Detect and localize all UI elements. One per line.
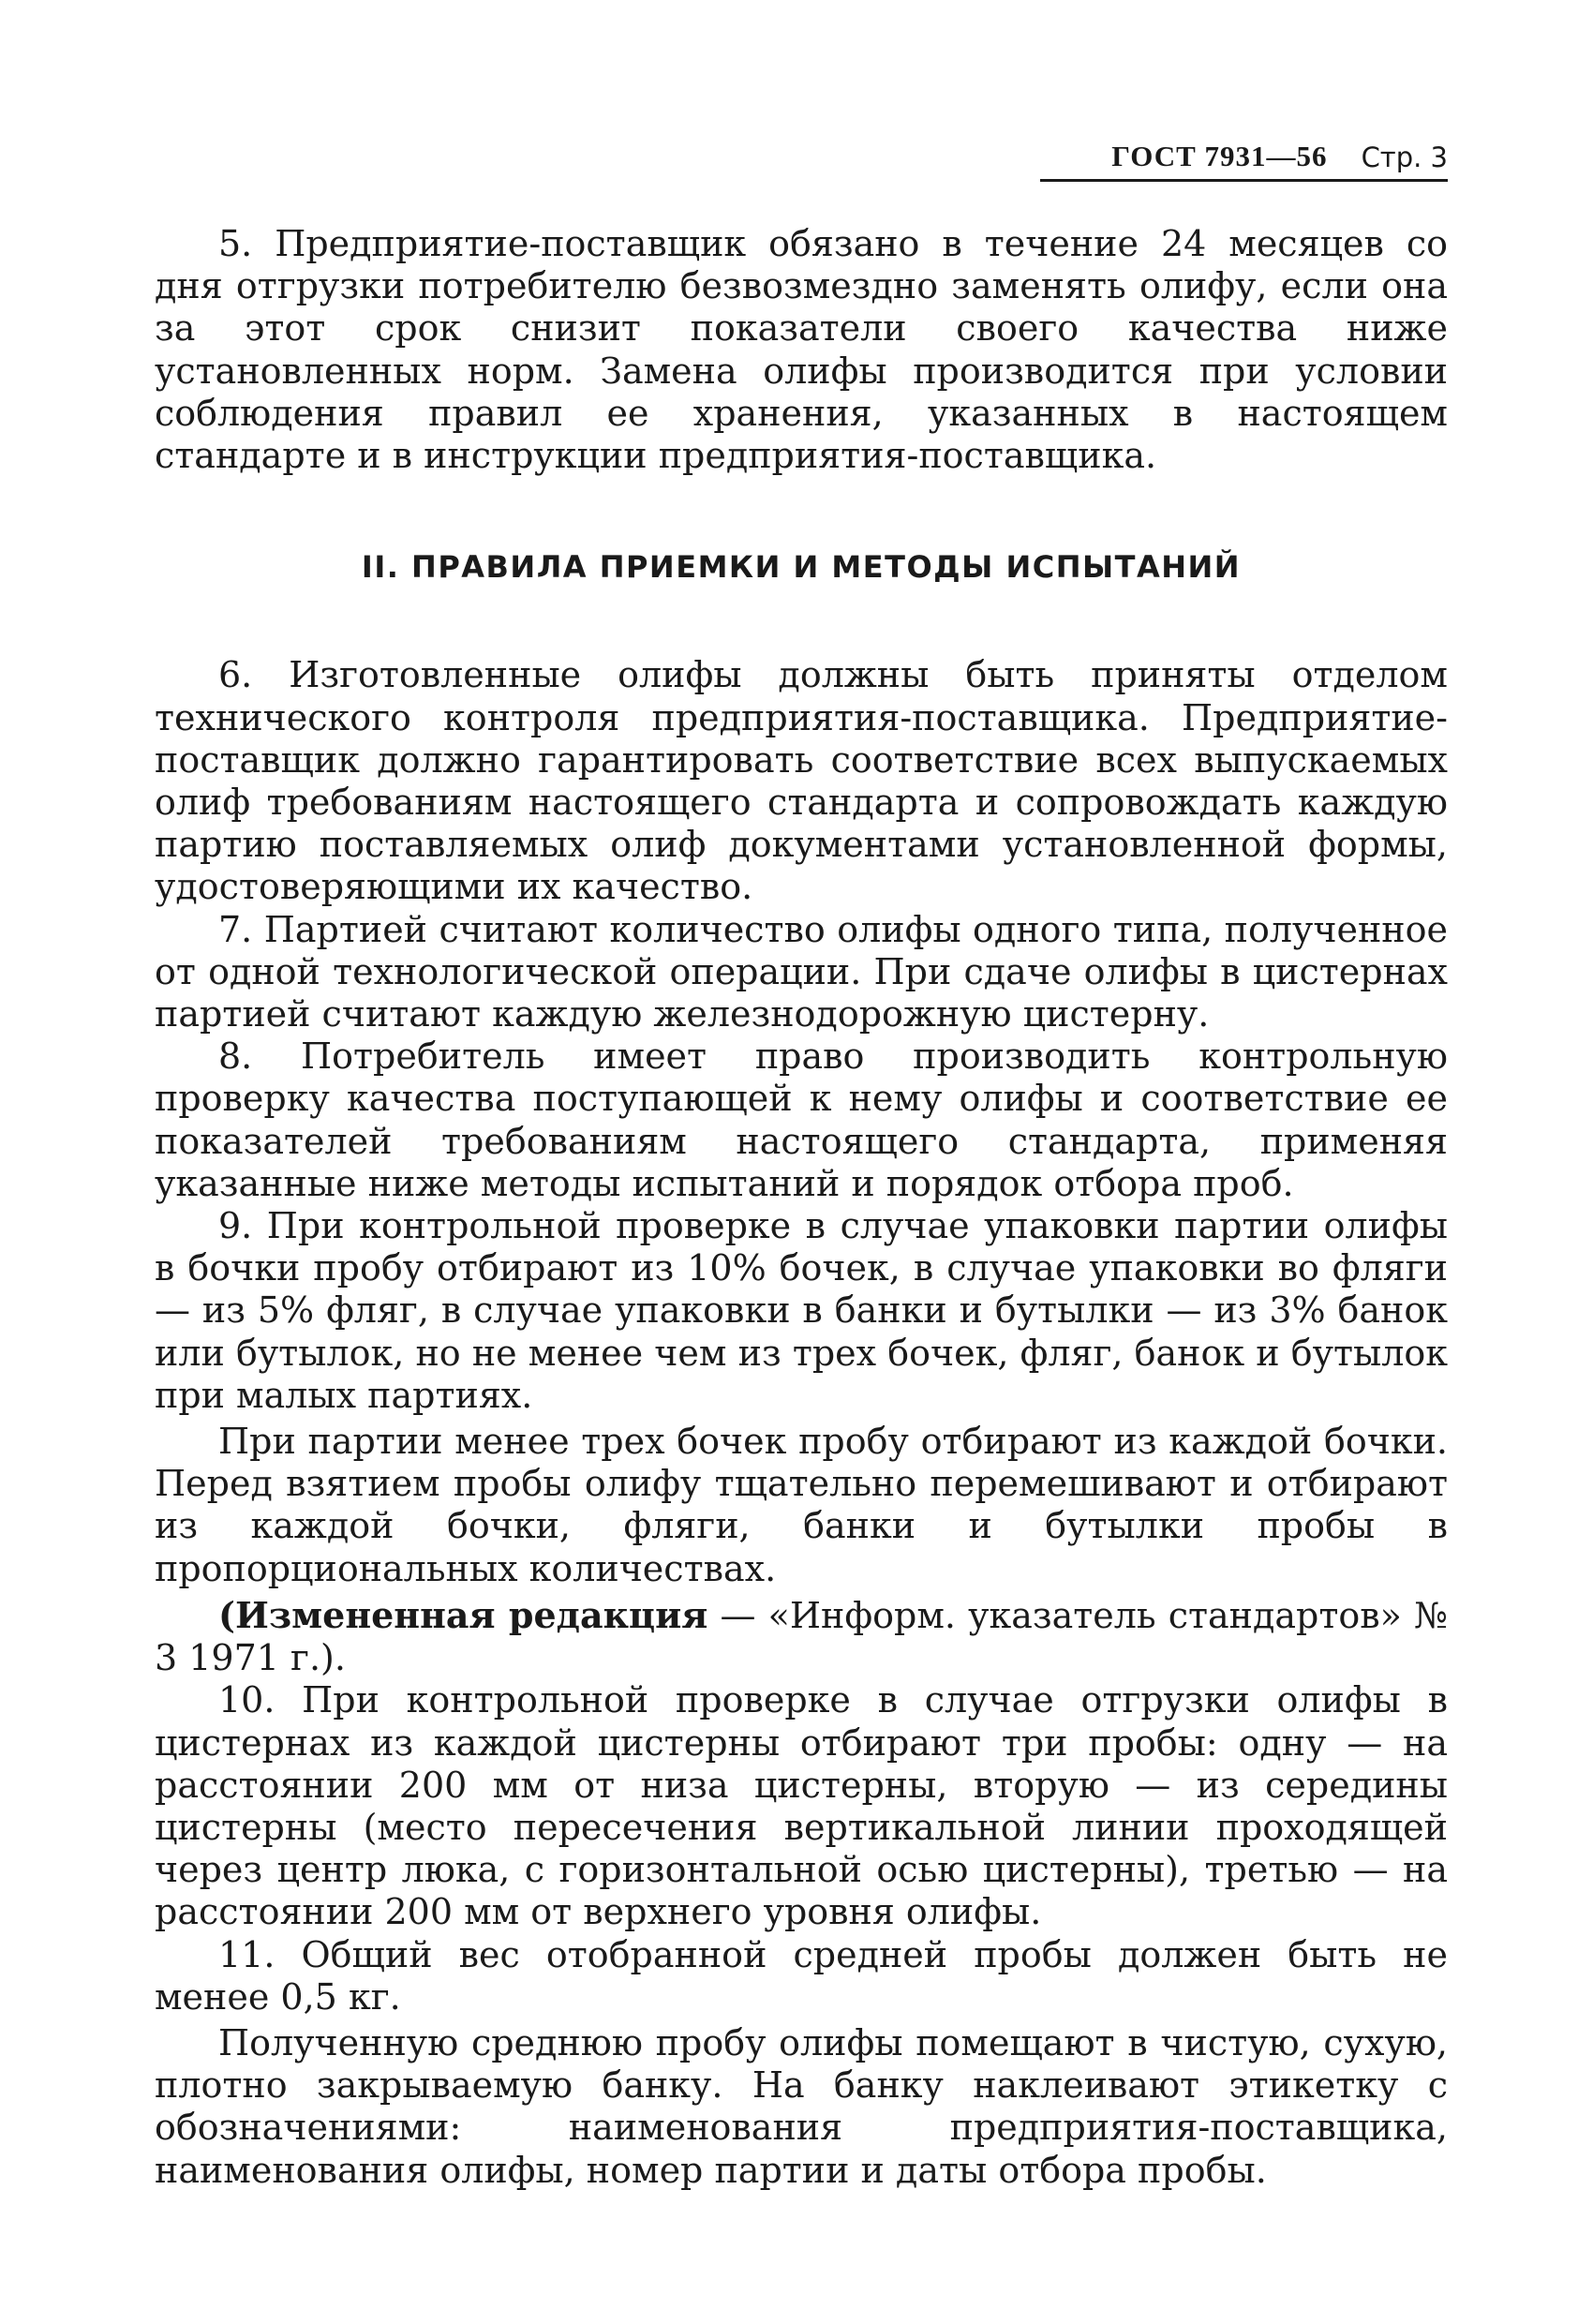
paragraph-5: 5. Предприятие-поставщик обязано в течение 24 месяцев со дня отгрузки потребителю безвозмездно заменять олифу, если она за этот срок снизит показатели своего качества ниже установленных норм. Замена олифы производится при условии соблюдения правил ее хранения, указанных в настоящем стандарте и в инструкции предприятия-поставщика. — [155, 223, 1448, 477]
paragraph-11: 11. Общий вес отобранной средней пробы должен быть не менее 0,5 кг. — [155, 1933, 1448, 2018]
page-header — [1040, 141, 1448, 182]
paragraph-10: 10. При контрольной проверке в случае отгрузки олифы в цистернах из каждой цистерны отбирают три пробы: одну — на расстоянии 200 мм от низа цистерны, вторую — из середины цистерны (место пересечения вертикальной линии проходящей через центр люка, с горизонтальной осью цистерны), третью — на расстоянии 200 мм от верхнего уровня олифы. — [155, 1679, 1448, 1933]
section-title: II. ПРАВИЛА ПРИЕМКИ И МЕТОДЫ ИСПЫТАНИЙ — [361, 549, 1242, 586]
amendment-note-bold: (Измененная редакция — [218, 1593, 708, 1636]
standard-number: ГОСТ 7931—56 — [1111, 140, 1328, 172]
paragraph-9: 9. При контрольной проверке в случае упаковки партии олифы в бочки пробу отбирают из 10% бочек, в случае упаковки во фляги — из 5% фляг, в случае упаковки в банки и бутылки — из 3% банок или бутылок, но не менее чем из трех бочек, фляг, банок и бутылок при малых партиях. — [155, 1205, 1448, 1416]
paragraph-8: 8. Потребитель имеет право производить контрольную проверку качества поступающей к нему олифы и соответствие ее показателей требованиям настоящего стандарта, применяя указанные ниже методы испытаний и порядок отбора проб. — [155, 1035, 1448, 1204]
document-body — [155, 223, 1448, 2192]
paragraph-11-continued: Полученную среднюю пробу олифы помещают в чистую, сухую, плотно закрываемую банку. На банку наклеивают этикетку с обозначениями: наименования предприятия-поставщика, наименования олифы, номер партии и даты отбора пробы. — [155, 2021, 1448, 2191]
amendment-note-text: — «Информ. указатель стандартов» № 3 1971 г.). — [155, 1594, 1448, 1679]
paragraph-9-continued: При партии менее трех бочек пробу отбирают из каждой бочки. Перед взятием пробы олифу тщательно перемешивают и отбирают из каждой бочки, фляги, банки и бутылки пробы в пропорциональных количествах. — [155, 1421, 1448, 1589]
page-number: Стр. 3 — [1361, 142, 1448, 173]
paragraph-6: 6. Изготовленные олифы должны быть приняты отделом технического контроля предприятия-поставщика. Предприятие-поставщик должно гарантировать соответствие всех выпускаемых олиф требованиям настоящего стандарта и сопровождать каждую партию поставляемых олиф документами установленной формы, удостоверяющими их качество. — [155, 654, 1448, 908]
paragraph-7: 7. Партией считают количество олифы одного типа, полученное от одной технологической операции. При сдаче олифы в цистернах партией считают каждую железнодорожную цистерну. — [155, 908, 1448, 1035]
amendment-note — [155, 1594, 1448, 1679]
